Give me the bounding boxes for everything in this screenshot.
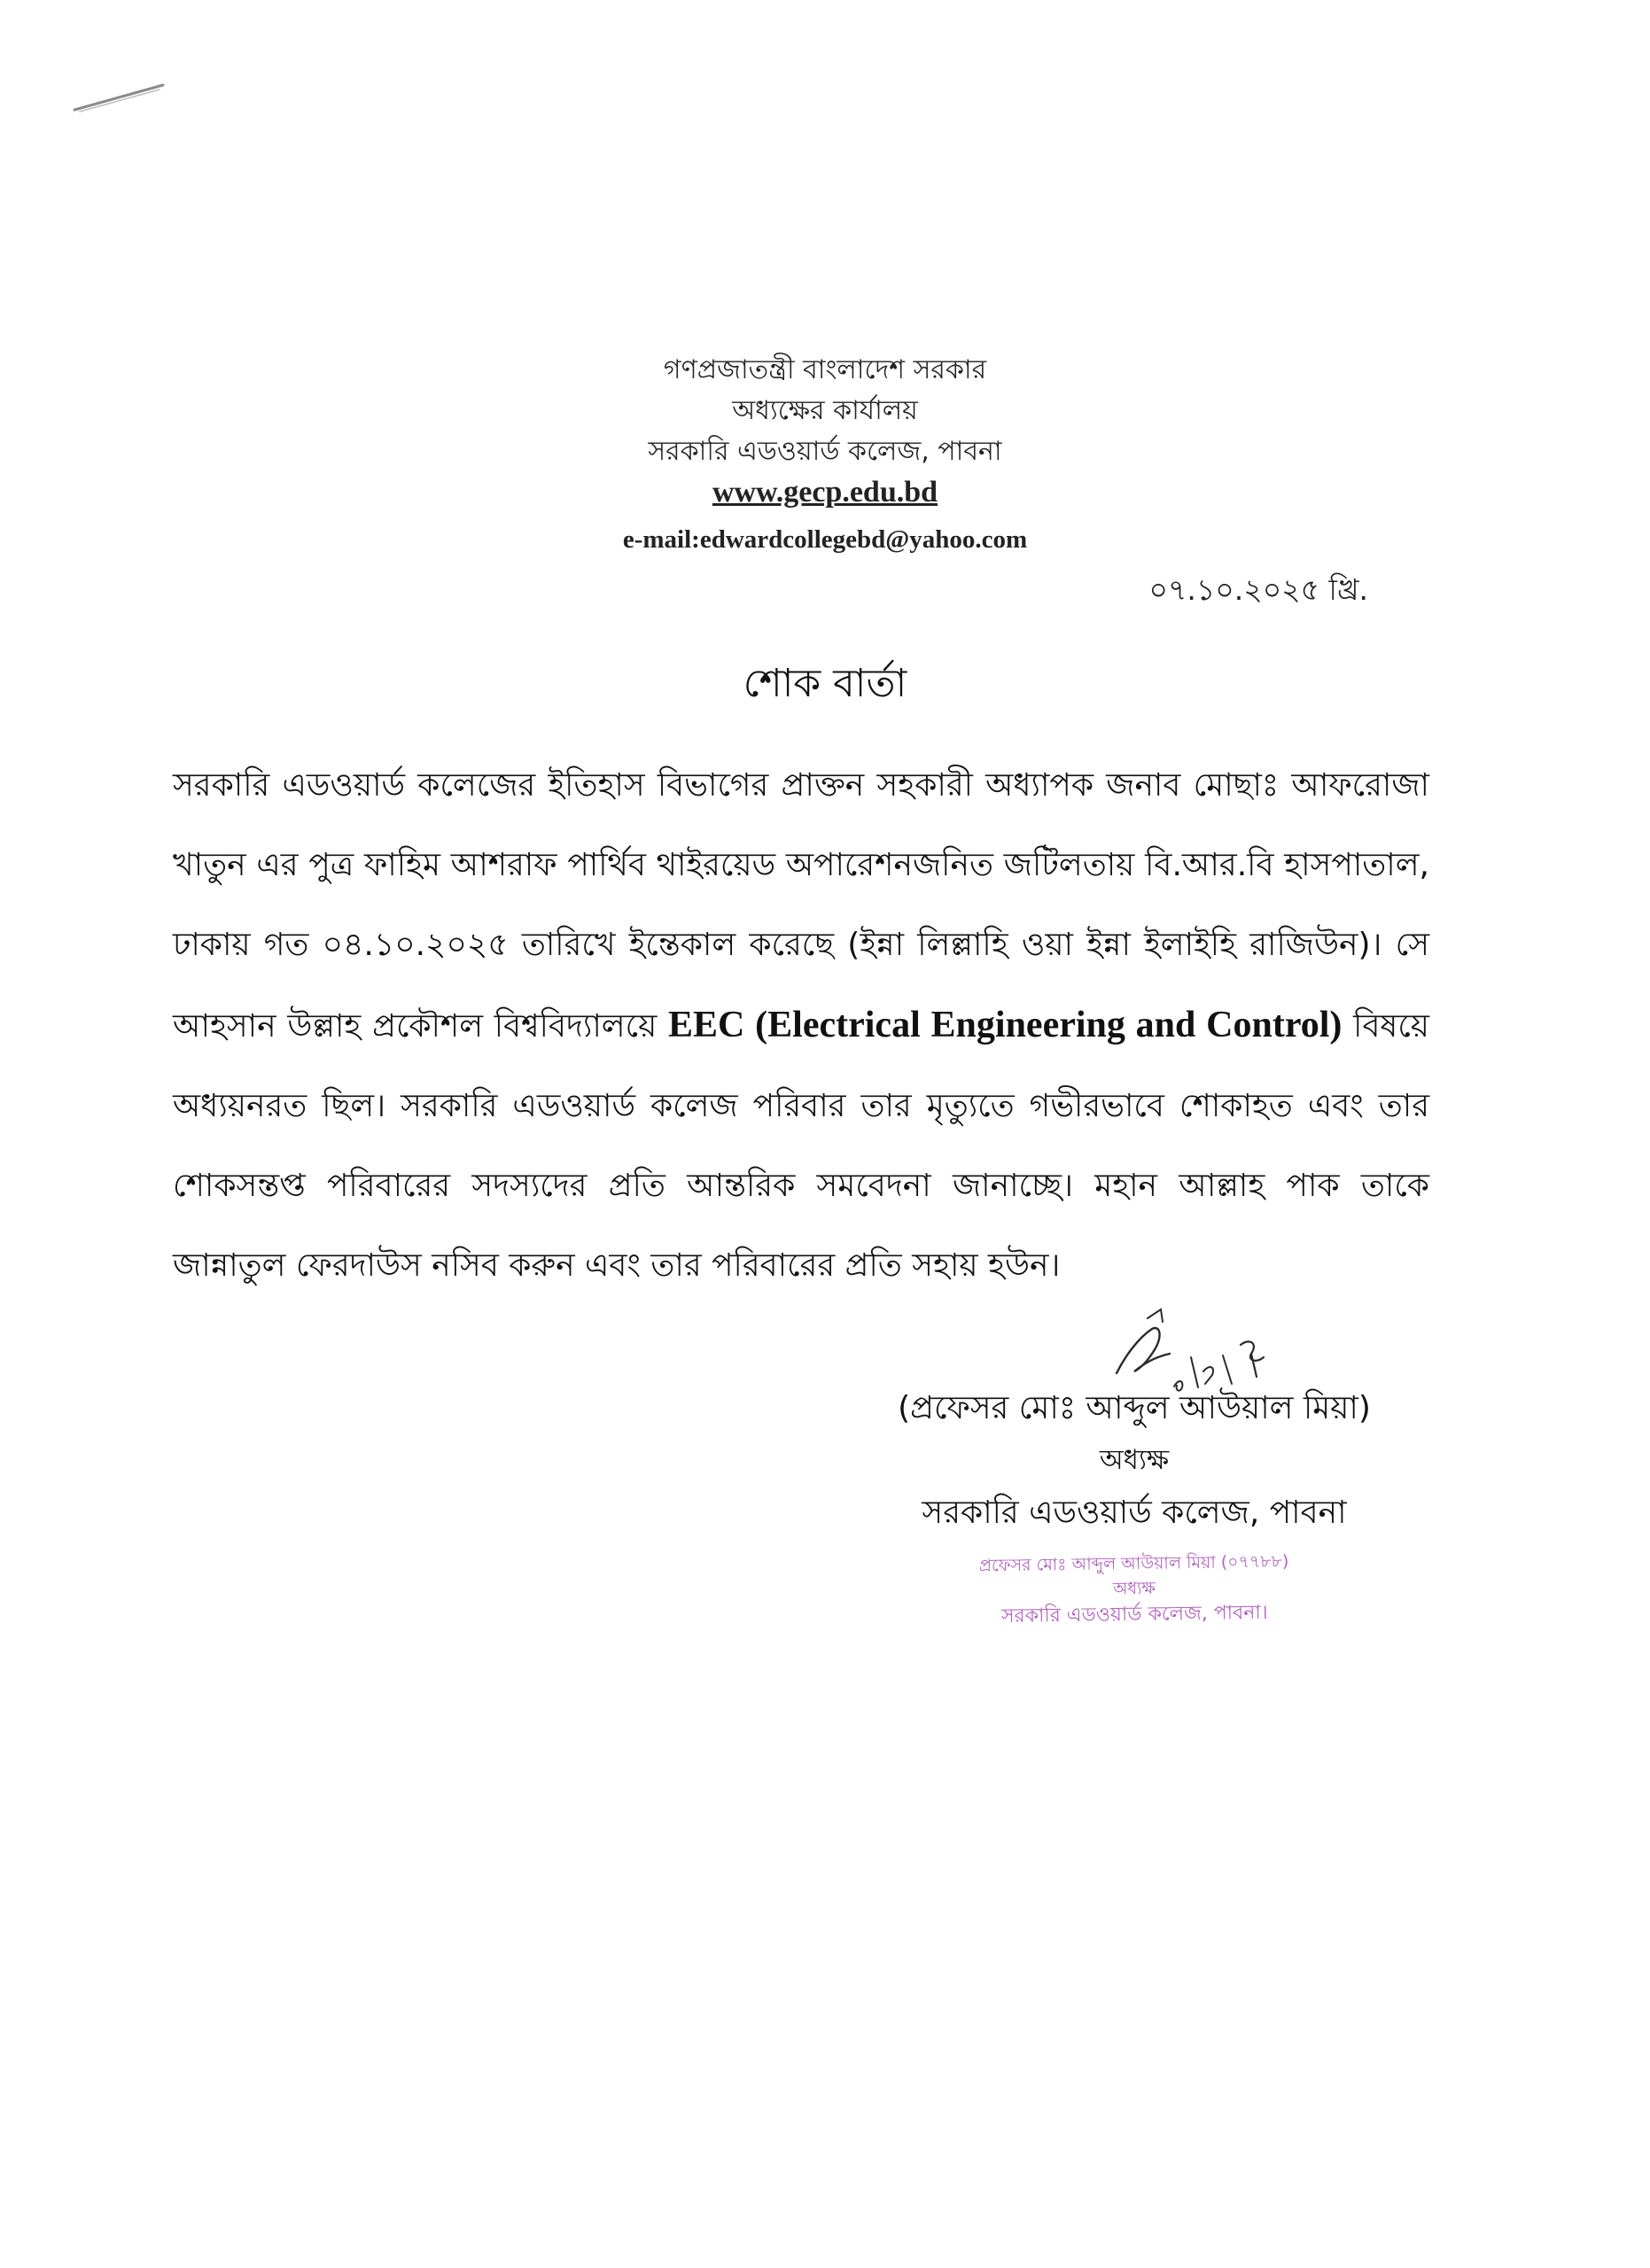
signatory-block <box>851 1382 1418 1542</box>
office-name: অধ্যক্ষের কার্যালয় <box>732 395 918 426</box>
letterhead <box>0 350 1650 554</box>
letter-title: শোক বার্তা <box>743 661 907 706</box>
website-link[interactable]: www.gecp.edu.bd <box>712 476 938 509</box>
college-name: সরকারি এডওয়ার্ড কলেজ, পাবনা <box>648 436 1002 467</box>
government-name: গণপ্রজাতন্ত্রী বাংলাদেশ সরকার <box>663 354 987 385</box>
message-part-2: বিষয়ে অধ্যয়নরত ছিল। সরকারি এডওয়ার্ড কলেজ পরিবার তার মৃত্যুতে গভীরভাবে শোকাহত এবং তার শোকসন্তপ্ত পরিবারের সদস্যদের প্রতি আন্তরিক সমবেদনা জানাচ্ছে। মহান আল্লাহ পাক তাকে জান্নাতুল ফেরদাউস নসিব করুন এবং তার পরিবারের প্রতি সহায় হউন। <box>173 1008 1430 1284</box>
condolence-message <box>173 746 1429 1306</box>
department-name: EEC (Electrical Engineering and Control) <box>668 1005 1343 1045</box>
scan-pencil-mark <box>71 80 168 115</box>
stamp-name: প্রফেসর মোঃ আব্দুল আউয়াল মিয়া (০৭৭৮৮) <box>978 1551 1289 1576</box>
official-seal-stamp <box>965 1548 1303 1632</box>
message-part-1: সরকারি এডওয়ার্ড কলেজের ইতিহাস বিভাগের প্রাক্তন সহকারী অধ্যাপক জনাব মোছাঃ আফরোজা খাতুন এর পুত্র ফাহিম আশরাফ পার্থিব থাইরয়েড অপারেশনজনিত জটিলতায় বি.আর.বি হাসপাতাল, ঢাকায় গত ০৪.১০.২০২৫ তারিখে ইন্তেকাল করেছে (ইন্না লিল্লাহি ওয়া ইন্না ইলাইহি রাজিউন)। সে আহসান উল্লাহ প্রকৌশল বিশ্ববিদ্যালয়ে <box>173 767 1429 1045</box>
signatory-name: (প্রফেসর মোঃ আব্দুল আউয়াল মিয়া) <box>898 1390 1371 1426</box>
stamp-role: অধ্যক্ষ <box>1112 1578 1156 1599</box>
signatory-role: অধ্যক্ষ <box>1099 1444 1170 1476</box>
signatory-org: সরকারি এডওয়ার্ড কলেজ, পাবনা <box>922 1495 1347 1531</box>
letter-date: ০৭.১০.২০২৫ খ্রি. <box>1148 572 1368 607</box>
stamp-org: সরকারি এডওয়ার্ড কলেজ, পাবনা। <box>1000 1601 1268 1628</box>
email-address: e-mail:edwardcollegebd@yahoo.com <box>622 525 1028 554</box>
